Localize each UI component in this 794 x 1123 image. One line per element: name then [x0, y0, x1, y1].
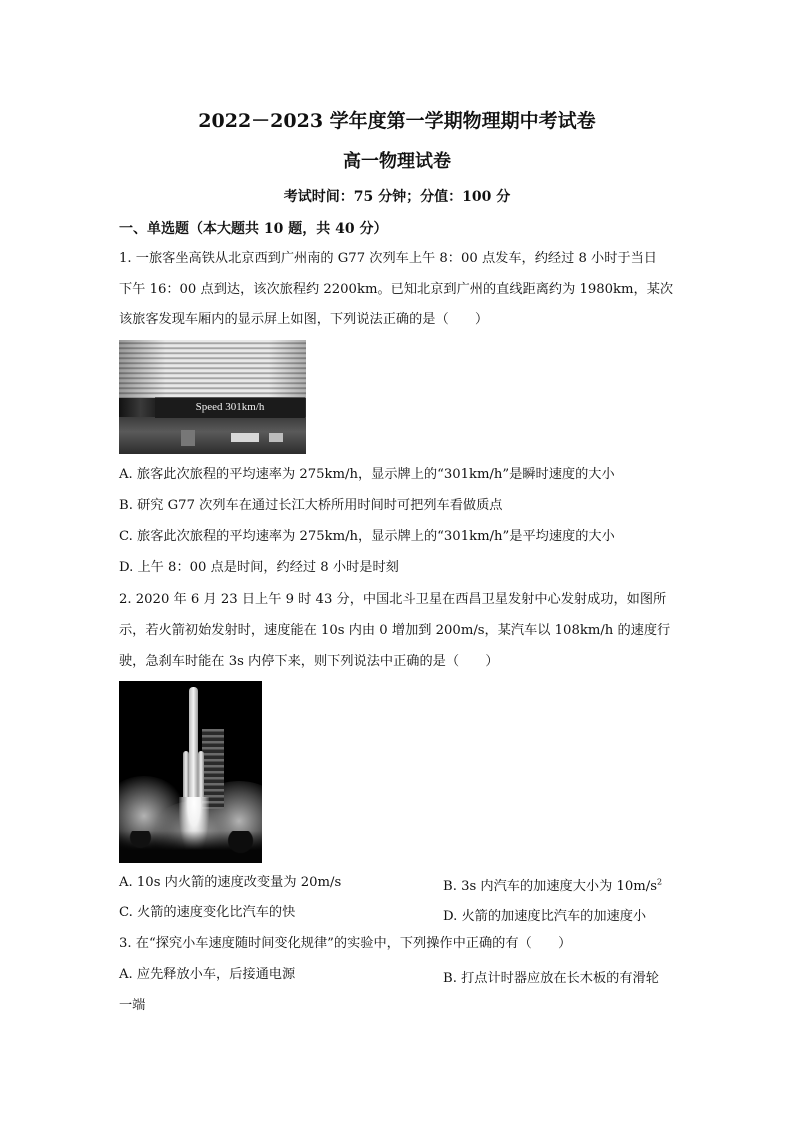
- q1-line-2: 下午 16：00 点到达，该次旅程约 2200km。已知北京到广州的直线距离约为 1980km，某次: [119, 282, 674, 297]
- q1-option-a: A. 旅客此次旅程的平均速率为 275km/h，显示牌上的“301km/h”是瞬时速度的大小: [119, 467, 615, 482]
- train-speed-text: Speed 301km/h: [195, 401, 265, 413]
- q1-option-b: B. 研究 G77 次列车在通过长江大桥所用时间时可把列车看做质点: [119, 498, 503, 513]
- exam-subtitle: 高一物理试卷: [343, 151, 451, 172]
- rocket-body: [189, 687, 198, 797]
- q2-option-d: D. 火箭的加速度比汽车的加速度小: [443, 909, 647, 924]
- q2-line-1: 2. 2020 年 6 月 23 日上午 9 时 43 分，中国北斗卫星在西昌卫星发射中心发射成功，如图所: [119, 592, 667, 607]
- q2-option-b: [443, 875, 662, 894]
- q1-train-display-photo: [119, 340, 306, 454]
- q2-line-3: 驶，急刹车时能在 3s 内停下来，则下列说法中正确的是（ ）: [119, 654, 499, 669]
- train-sign: [269, 433, 283, 442]
- foreground-trees: [119, 831, 262, 863]
- q1-option-c: C. 旅客此次旅程的平均速率为 275km/h，显示牌上的“301km/h”是平均速度的大小: [119, 529, 615, 544]
- exam-title: 2022－2023 学年度第一学期物理期中考试卷: [198, 110, 596, 132]
- q1-line-1: 1. 一旅客坐高铁从北京西到广州南的 G77 次列车上午 8：00 点发车，约经过 8 小时于当日: [119, 251, 657, 266]
- train-speed-display: [155, 397, 305, 418]
- q2-line-2: 示，若火箭初始发射时，速度能在 10s 内由 0 增加到 200m/s，某汽车以 108km/h 的速度行: [119, 623, 671, 638]
- q3-line-1: 3. 在“探究小车速度随时间变化规律”的实验中，下列操作中正确的有（ ）: [119, 936, 572, 951]
- q3-option-b-continued: 一端: [119, 998, 146, 1013]
- section-heading: 一、单选题（本大题共 10 题，共 40 分）: [119, 221, 388, 237]
- q2-option-b-text: B. 3s 内汽车的加速度大小为 10m/s: [443, 879, 657, 894]
- q2-option-b-superscript: 2: [657, 877, 663, 887]
- train-sign: [181, 430, 195, 446]
- q3-option-b: B. 打点计时器应放在长木板的有滑轮: [443, 971, 659, 986]
- rocket-booster: [183, 751, 189, 797]
- rocket-booster: [198, 751, 204, 797]
- q2-option-c: C. 火箭的速度变化比汽车的快: [119, 905, 296, 920]
- q1-line-3: 该旅客发现车厢内的显示屏上如图，下列说法正确的是（ ）: [119, 312, 489, 327]
- exam-info: 考试时间：75 分钟；分值：100 分: [283, 189, 511, 205]
- q1-option-d: D. 上午 8：00 点是时间，约经过 8 小时是时刻: [119, 560, 399, 575]
- train-ceiling-shade: [119, 340, 306, 398]
- train-sign: [231, 433, 259, 442]
- q2-rocket-launch-photo: [119, 681, 262, 863]
- q2-option-a: A. 10s 内火箭的速度改变量为 20m/s: [119, 875, 342, 890]
- q3-option-a: A. 应先释放小车，后接通电源: [119, 967, 296, 982]
